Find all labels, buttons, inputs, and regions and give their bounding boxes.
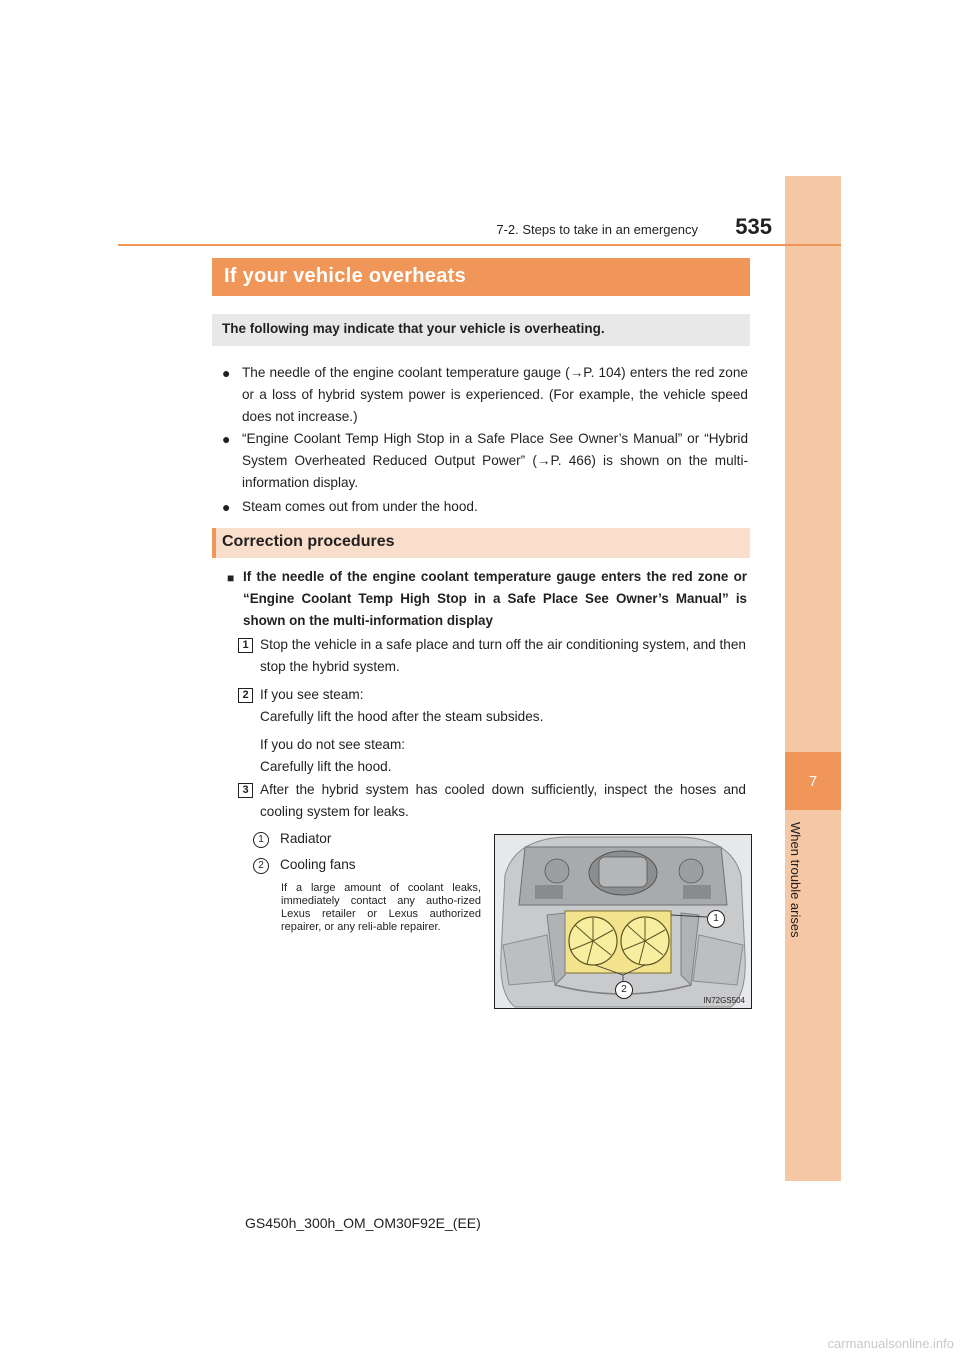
- section-heading: 7-2. Steps to take in an emergency: [496, 222, 698, 237]
- bullet-item: [222, 496, 748, 518]
- chapter-title-vertical: [788, 822, 826, 962]
- intro-text: The following may indicate that your vehicle is overheating.: [222, 321, 605, 336]
- bullet-item: [222, 428, 748, 494]
- engine-figure: [494, 834, 752, 1009]
- page-number: 535: [735, 214, 772, 239]
- bullet-text: “Engine Coolant Temp High Stop in a Safe Place See Owner’s Manual” or “Hybrid System Overheated Reduced Output Power” (→P. 466) is shown on the multi-information display.: [242, 431, 748, 490]
- step-2-text-b: Carefully lift the hood after the steam subsides.: [260, 709, 544, 724]
- subsection-bar: [212, 528, 750, 558]
- leak-note: If a large amount of coolant leaks, immediately contact any autho-rized Lexus retailer or Lexus authorized repairer, or any reli-able repairer.: [281, 882, 481, 933]
- chapter-number: 7: [808, 772, 818, 790]
- bullet-dot-icon: ●: [222, 365, 231, 381]
- chapter-title: When trouble arises: [788, 822, 803, 938]
- figure-callout-1: 1: [707, 910, 725, 928]
- item-number-1: 1: [253, 832, 269, 848]
- figure-callout-2: 2: [615, 981, 633, 999]
- step-2-text-a: If you see steam:: [260, 687, 364, 702]
- figure-code: IN72GS504: [703, 996, 745, 1005]
- intro-bar: [212, 314, 750, 346]
- step-number-2: 2: [238, 688, 253, 703]
- step-1-text: Stop the vehicle in a safe place and turn off the air conditioning system, and then stop the hybrid system.: [260, 637, 746, 674]
- step-2-text-c: If you do not see steam:: [260, 737, 406, 752]
- bullet-dot-icon: ●: [222, 431, 231, 447]
- item-number-2: 2: [253, 858, 269, 874]
- condition-text: If the needle of the engine coolant temperature gauge enters the red zone or “Engine Coolant Temp High Stop in a Safe Place See Owner’s Manual” is shown on the multi-information display: [243, 569, 747, 628]
- bullet-text: Steam comes out from under the hood.: [242, 499, 478, 514]
- chapter-number-box: [785, 752, 841, 810]
- watermark: carmanualsonline.info: [827, 1336, 954, 1351]
- subsection-stripe: [212, 528, 216, 558]
- bullet-text: The needle of the engine coolant temperature gauge (→P. 104) enters the red zone or a loss of hybrid system power is experienced. (For example, the vehicle speed does not increase.): [242, 365, 748, 424]
- step-number-1: 1: [238, 638, 253, 653]
- step-2-text-d: Carefully lift the hood.: [260, 759, 392, 774]
- square-bullet-icon: ■: [227, 571, 235, 585]
- item-label-radiator: Radiator: [280, 831, 332, 846]
- item-label-cooling-fans: Cooling fans: [280, 857, 356, 872]
- footer-document-code: GS450h_300h_OM_OM30F92E_(EE): [245, 1215, 481, 1231]
- chapter-side-tab: [785, 176, 841, 1181]
- bullet-item: [222, 362, 748, 428]
- bullet-dot-icon: ●: [222, 499, 231, 515]
- header-rule: [118, 244, 841, 246]
- step-3-text: After the hybrid system has cooled down sufficiently, inspect the hoses and cooling system for leaks.: [260, 782, 746, 819]
- subsection-heading: Correction procedures: [222, 533, 395, 550]
- condition-block: [227, 566, 747, 632]
- step-number-3: 3: [238, 783, 253, 798]
- title-bar: [212, 258, 750, 296]
- page-title: If your vehicle overheats: [224, 265, 467, 287]
